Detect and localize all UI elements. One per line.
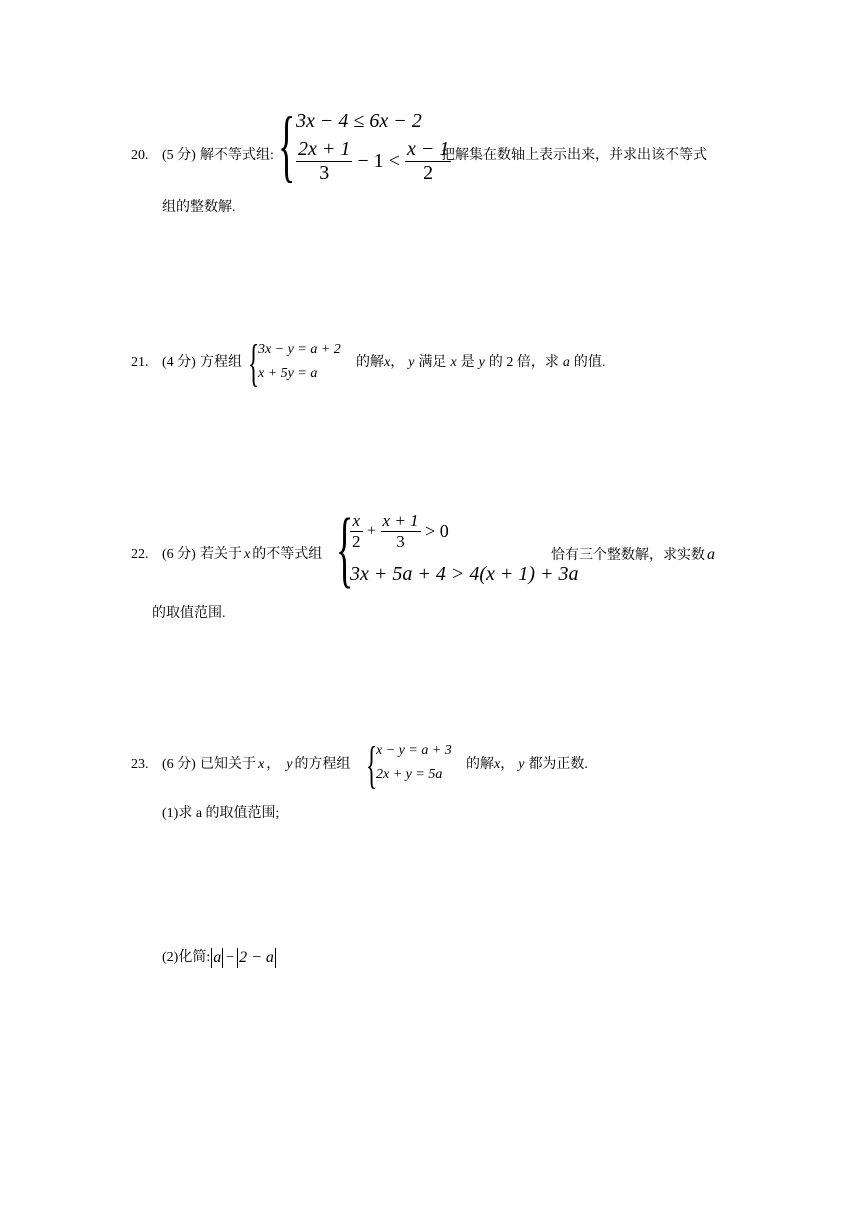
problem-number: 23. <box>131 757 149 772</box>
problem-prompt: 若关于 x 的不等式组 <box>200 547 323 562</box>
problem-number: 21. <box>131 355 149 370</box>
problem-prompt: 方程组 <box>200 355 242 370</box>
inequality-2 <box>296 138 451 185</box>
equation-2: x + 5y = a <box>258 366 318 381</box>
problem-text: 恰有三个整数解，求实数 a <box>551 546 715 563</box>
fraction-denominator: 3 <box>319 162 330 184</box>
fraction-2: $\frac{x + 1}{3}$ <box>382 511 419 551</box>
problem-text: 的解x， y 满足 x 是 y 的 2 倍，求 a 的值. <box>356 355 606 370</box>
inequality-1: 3x − 4 ≤ 6x − 2 <box>296 110 422 132</box>
problem-score: (6 分) <box>162 547 196 562</box>
inequality-2: 3x + 5a + 4 > 4(x + 1) + 3a <box>350 563 579 585</box>
fraction-1 <box>296 138 352 185</box>
system-brace: { <box>336 500 354 596</box>
problem-score: (6 分) <box>162 757 196 772</box>
fraction-numerator: x − 1 <box>406 138 450 160</box>
fraction-numerator: 2x + 1 <box>298 138 351 160</box>
sub-question-2: (2)化简: a − 2 − a <box>162 949 274 966</box>
problem-prompt: 已知关于 x ， y 的方程组 <box>200 757 351 772</box>
equation-1: 3x − y = a + 2 <box>258 342 341 357</box>
system-brace: { <box>278 102 296 190</box>
equation-2: 2x + y = 5a <box>376 767 443 782</box>
problem-continuation: 的取值范围. <box>152 606 226 621</box>
problem-text: 的解x， y 都为正数. <box>466 757 588 772</box>
equation-1: x − y = a + 3 <box>376 743 452 758</box>
system-brace: { <box>248 335 260 392</box>
problem-score: (5 分) <box>162 148 196 163</box>
problem-score: (4 分) <box>162 355 196 370</box>
problem-text: 把解集在数轴上表示出来，并求出该不等式 <box>441 148 707 163</box>
system-brace: { <box>366 737 378 794</box>
problem-prompt: 解不等式组: <box>200 148 274 163</box>
fraction-denominator: 2 <box>423 162 434 184</box>
problem-number: 20. <box>131 148 149 163</box>
problem-continuation: 组的整数解. <box>162 200 236 215</box>
fraction-1: $\frac{x}{2}$ <box>352 511 361 551</box>
problem-number: 22. <box>131 547 149 562</box>
inequality-middle: − 1 < <box>357 150 400 172</box>
inequality-1: $\frac{x}{2}$ + $\frac{x + 1}{3}$ > 0 <box>352 511 449 551</box>
sub-question-1: (1)求 a 的取值范围; <box>162 806 280 821</box>
